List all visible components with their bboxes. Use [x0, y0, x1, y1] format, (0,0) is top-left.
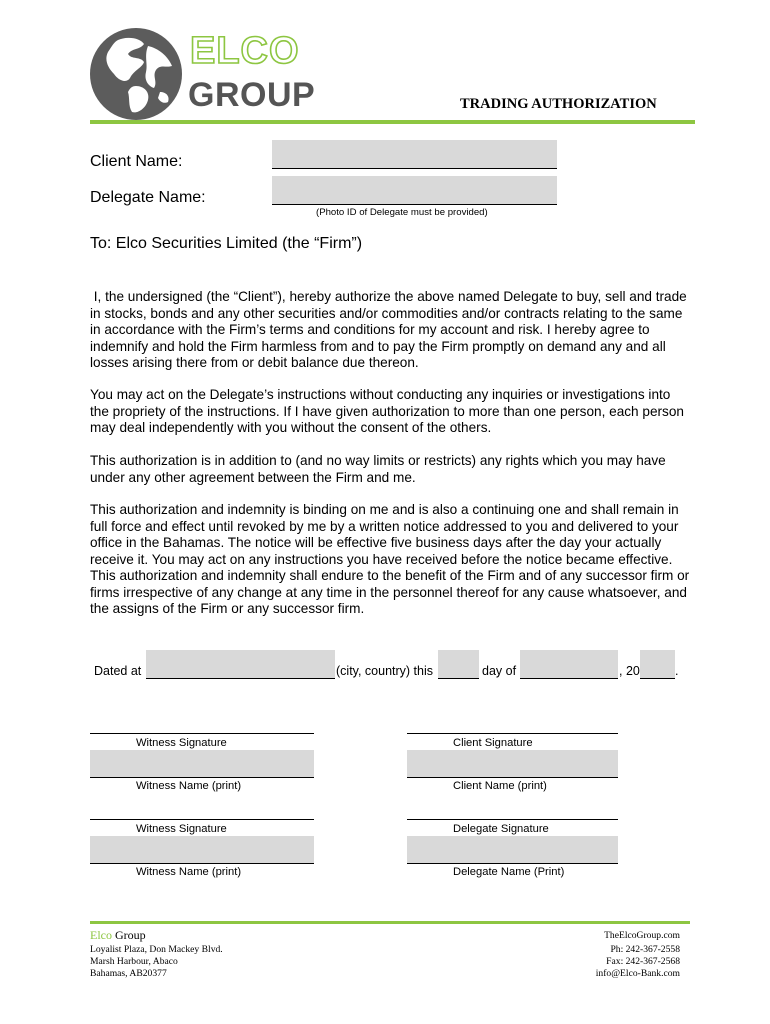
- day-field[interactable]: [438, 650, 479, 679]
- paragraph-3: This authorization is in addition to (and no way limits or restricts) any rights which you may have under any other agreement between the Firm and me.: [90, 453, 666, 485]
- addressee-line: To: Elco Securities Limited (the “Firm”): [90, 235, 363, 252]
- city-country-field[interactable]: [146, 650, 335, 679]
- footer-address-line-3: Bahamas, AB20377: [90, 968, 167, 979]
- footer-brand-group: Group: [112, 928, 146, 942]
- witness-signature-label-1: Witness Signature: [136, 737, 227, 749]
- footer-brand-elco: Elco: [90, 928, 112, 942]
- header-divider: [90, 120, 695, 124]
- globe-icon: [88, 26, 184, 122]
- delegate-name-field[interactable]: [272, 176, 557, 205]
- dated-period: .: [675, 664, 679, 678]
- day-of-label: day of: [482, 664, 517, 678]
- witness-name-label-1: Witness Name (print): [136, 780, 242, 792]
- footer-address-line-2: Marsh Harbour, Abaco: [90, 956, 178, 967]
- client-signature-label: Client Signature: [453, 737, 533, 749]
- footer-divider: [90, 921, 690, 924]
- client-name-label: Client Name:: [90, 153, 183, 170]
- footer-address-line-1: Loyalist Plaza, Don Mackey Blvd.: [90, 944, 223, 955]
- delegate-signature-line[interactable]: [407, 819, 618, 820]
- client-name-print-label: Client Name (print): [453, 780, 547, 792]
- footer-brand: [90, 928, 146, 942]
- logo-word-group: GROUP: [188, 76, 316, 114]
- witness-name-field-1[interactable]: [90, 750, 314, 778]
- witness-signature-line-2[interactable]: [90, 819, 314, 820]
- paragraph-2: You may act on the Delegate’s instructions without conducting any inquiries or investigations into the propriety of the instructions. If I have given authorization to more than one person, each person may deal independently with you without the consent of the others.: [90, 387, 684, 435]
- witness-name-label-2: Witness Name (print): [136, 866, 242, 878]
- dated-at-label: Dated at: [94, 664, 142, 678]
- witness-signature-line-1[interactable]: [90, 733, 314, 734]
- city-country-label: (city, country) this: [336, 664, 434, 678]
- logo-word-elco: ELCO: [190, 30, 300, 72]
- footer-website[interactable]: TheElcoGroup.com: [604, 930, 680, 941]
- year-field[interactable]: [640, 650, 675, 679]
- footer-phone: Ph: 242-367-2558: [610, 944, 680, 955]
- footer-email[interactable]: info@Elco-Bank.com: [595, 968, 680, 979]
- delegate-name-print-label: Delegate Name (Print): [453, 866, 565, 878]
- client-signature-line[interactable]: [407, 733, 618, 734]
- client-name-field[interactable]: [272, 140, 557, 169]
- paragraph-1: I, the undersigned (the “Client”), hereby authorize the above named Delegate to buy, sell and trade in stocks, bonds and any other securities and/or commodities and/or contracts relating to the same in accordance with the Firm’s terms and conditions for my account and risk. I hereby agree to indemnify and hold the Firm harmless from and to pay the Firm promptly on demand any and all losses arising there from or debit balance due thereon.: [90, 289, 691, 370]
- year-prefix-label: , 20: [619, 664, 640, 678]
- delegate-name-label: Delegate Name:: [90, 189, 206, 206]
- month-field[interactable]: [520, 650, 618, 679]
- delegate-name-print-field[interactable]: [407, 836, 618, 864]
- witness-name-field-2[interactable]: [90, 836, 314, 864]
- footer-fax: Fax: 242-367-2568: [606, 956, 680, 967]
- photo-id-note: (Photo ID of Delegate must be provided): [316, 207, 488, 218]
- client-name-print-field[interactable]: [407, 750, 618, 778]
- delegate-signature-label: Delegate Signature: [453, 823, 549, 835]
- logo: [88, 26, 316, 122]
- page-title: TRADING AUTHORIZATION: [460, 96, 657, 112]
- paragraph-4: This authorization and indemnity is binding on me and is also a continuing one and shall remain in full force and effect until revoked by me by a written notice addressed to you and delivered to your office in the Bahamas. The notice will be effective five business days after the day your actually receive it. You may act on any instructions you have received before the notice became effective. This authorization and indemnity shall endure to the benefit of the Firm and of any successor firm or firms irrespective of any change at any time in the personnel thereof for any cause whatsoever, and the assigns of the Firm or any successor firm.: [90, 502, 690, 616]
- witness-signature-label-2: Witness Signature: [136, 823, 227, 835]
